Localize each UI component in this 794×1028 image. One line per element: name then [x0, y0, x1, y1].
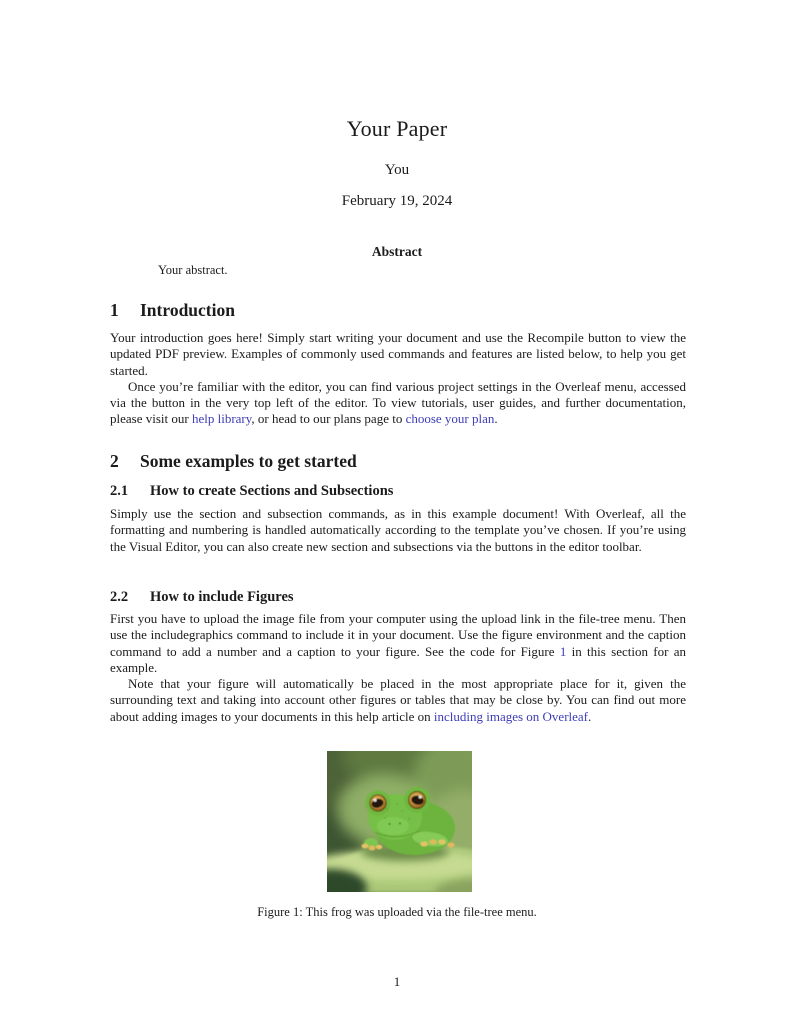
- choose-your-plan-link[interactable]: choose your plan: [405, 411, 495, 427]
- paper-author: You: [384, 162, 410, 178]
- text-segment: .: [494, 411, 498, 427]
- text-segment: Once you’re familiar with the editor, you can find various project settings in the Overleaf menu, accessed via the button in the very top left of the editor. To view tutorials, user guides, and further documentation, please visit our: [110, 378, 686, 427]
- figures-paragraph-1: [110, 611, 686, 676]
- including-images-link[interactable]: including images on Overleaf: [433, 708, 589, 724]
- figure-1-ref-link[interactable]: 1: [559, 643, 567, 659]
- intro-paragraph-1: Your introduction goes here! Simply start writing your document and use the Recompile button to view the updated PDF preview. Examples of commonly used commands and features are listed below, to help you get started.: [110, 330, 686, 378]
- subsection-2-1-number: 2.1: [110, 483, 129, 499]
- text-segment: , or head to our plans page to: [251, 411, 406, 427]
- page-number: 1: [393, 974, 401, 989]
- help-library-link[interactable]: help library: [191, 411, 252, 427]
- figure-1: [327, 751, 472, 892]
- section-1-body: [110, 330, 686, 428]
- subsection-2-1-body: [110, 506, 686, 555]
- figure-1-caption: Figure 1: This frog was uploaded via the file-tree menu.: [257, 905, 537, 919]
- paper-title: Your Paper: [346, 116, 448, 141]
- text-segment: in this section for an example.: [110, 643, 686, 675]
- text-segment: Note that your figure will automatically be placed in the most appropriate place for it, given the surrounding text and taking into account other figures or tables that may be close by. You can find out more about adding images to your documents in this help article on: [110, 676, 686, 724]
- text-segment: .: [588, 708, 592, 724]
- subsection-2-2-heading: [110, 589, 294, 606]
- abstract-text: Your abstract.: [158, 263, 228, 277]
- subsection-2-2-body: [110, 611, 686, 725]
- sections-paragraph-1: Simply use the section and subsection commands, as in this example document! With Overleaf, all the formatting and numbering is handled automatically according to the template you’ve chosen. If you’re using the Visual Editor, you can also create new section and subsections via the buttons in the editor toolbar.: [110, 506, 686, 554]
- subsection-2-2-title: How to include Figures: [150, 589, 294, 605]
- paper-date: February 19, 2024: [341, 193, 453, 209]
- abstract-heading: Abstract: [371, 244, 423, 259]
- section-1-number: 1: [110, 300, 119, 320]
- figures-paragraph-2: [110, 676, 686, 725]
- subsection-2-1-heading: [110, 483, 393, 500]
- text-segment: First you have to upload the image file from your computer using the upload link in the file-tree menu. Then use the includegraphics command to include it in your document. Use the figure environment and the caption command to add a number and a caption to your figure. See the code for Figure: [110, 611, 686, 659]
- subsection-2-1-title: How to create Sections and Subsections: [150, 483, 394, 499]
- frog-image: [327, 751, 472, 892]
- section-2-heading: [110, 451, 357, 472]
- section-1-title: Introduction: [140, 300, 235, 320]
- intro-paragraph-2: [110, 379, 686, 428]
- section-1-heading: [110, 300, 235, 321]
- section-2-number: 2: [110, 451, 119, 471]
- subsection-2-2-number: 2.2: [110, 589, 129, 605]
- section-2-title: Some examples to get started: [140, 451, 357, 471]
